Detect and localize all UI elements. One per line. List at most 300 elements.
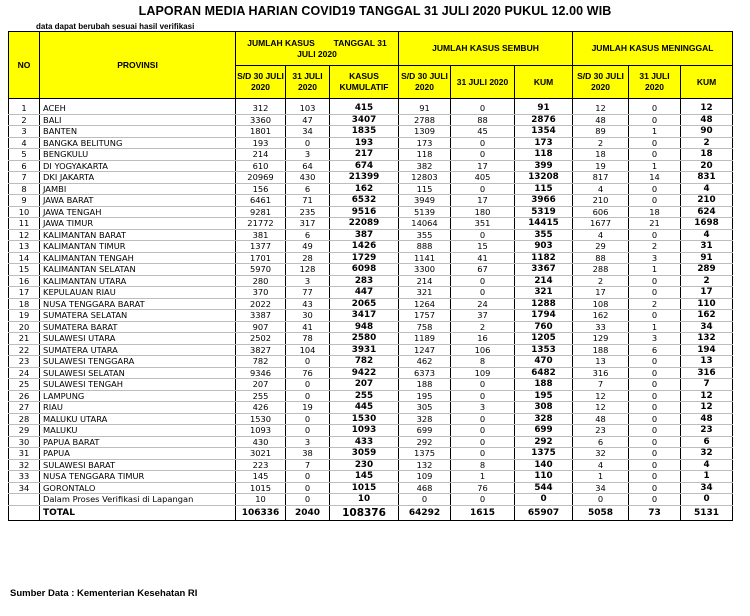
cell-s30: 462: [399, 356, 451, 368]
cell-s30: 3300: [399, 264, 451, 276]
table-row: [9, 494, 733, 506]
cell-mkum: 1: [681, 471, 733, 483]
cell-m30: 12: [573, 103, 629, 114]
cell-s30: 109: [399, 471, 451, 483]
cell-s31: 41: [451, 252, 515, 264]
cell-m31: 1: [629, 126, 681, 138]
cell-s30: 5139: [399, 206, 451, 218]
cell-m31: 0: [629, 367, 681, 379]
cell-prov: KALIMANTAN SELATAN: [40, 264, 236, 276]
cell-k31: 64: [286, 160, 330, 172]
cell-no: 27: [9, 402, 40, 414]
cell-m30: 5058: [573, 505, 629, 520]
table-row: [9, 160, 733, 172]
cell-kum: 21399: [330, 172, 399, 184]
cell-mkum: 2: [681, 137, 733, 149]
cell-skum: 91: [515, 103, 573, 114]
cell-prov: NUSA TENGGARA TIMUR: [40, 471, 236, 483]
cell-mkum: 4: [681, 229, 733, 241]
cell-prov: KALIMANTAN BARAT: [40, 229, 236, 241]
cell-no: 12: [9, 229, 40, 241]
cell-prov: LAMPUNG: [40, 390, 236, 402]
cell-skum: 0: [515, 494, 573, 506]
cell-k31: 47: [286, 114, 330, 126]
cell-k30: 2502: [236, 333, 286, 345]
cell-m31: 0: [629, 114, 681, 126]
cell-k30: 10: [236, 494, 286, 506]
cell-k31: 41: [286, 321, 330, 333]
header-kasus-31: 31 JULI 2020: [286, 66, 330, 99]
cell-kum: 3417: [330, 310, 399, 322]
cell-skum: 308: [515, 402, 573, 414]
cell-k30: 9346: [236, 367, 286, 379]
cell-m31: 14: [629, 172, 681, 184]
cell-m31: 0: [629, 471, 681, 483]
cell-prov: BENGKULU: [40, 149, 236, 161]
cell-prov: SULAWESI UTARA: [40, 333, 236, 345]
table-row: [9, 229, 733, 241]
cell-prov: KALIMANTAN TENGAH: [40, 252, 236, 264]
cell-m30: 6: [573, 436, 629, 448]
cell-no: 10: [9, 206, 40, 218]
cell-s30: 64292: [399, 505, 451, 520]
cell-m30: 89: [573, 126, 629, 138]
cell-no: 20: [9, 321, 40, 333]
cell-m30: 7: [573, 379, 629, 391]
cell-kum: 433: [330, 436, 399, 448]
cell-skum: 355: [515, 229, 573, 241]
header-sembuh-sd30: S/D 30 JULI 2020: [399, 66, 451, 99]
cell-k31: 317: [286, 218, 330, 230]
cell-s30: 1309: [399, 126, 451, 138]
cell-s30: 195: [399, 390, 451, 402]
cell-skum: 399: [515, 160, 573, 172]
table-row: [9, 275, 733, 287]
cell-s31: 1615: [451, 505, 515, 520]
cell-k31: 430: [286, 172, 330, 184]
cell-mkum: 1698: [681, 218, 733, 230]
cell-k31: 103: [286, 103, 330, 114]
cell-mkum: 90: [681, 126, 733, 138]
cell-kum: 1729: [330, 252, 399, 264]
cell-s31: 17: [451, 160, 515, 172]
cell-k31: 3: [286, 436, 330, 448]
table-row: [9, 413, 733, 425]
cell-m30: 13: [573, 356, 629, 368]
cell-s30: 1757: [399, 310, 451, 322]
table-row: [9, 298, 733, 310]
cell-mkum: 162: [681, 310, 733, 322]
cell-no: 31: [9, 448, 40, 460]
cell-mkum: 316: [681, 367, 733, 379]
cell-prov: SUMATERA BARAT: [40, 321, 236, 333]
cell-k31: 3: [286, 275, 330, 287]
cell-m30: 2: [573, 275, 629, 287]
cell-s31: 0: [451, 287, 515, 299]
cell-k30: 3360: [236, 114, 286, 126]
cell-m31: 0: [629, 229, 681, 241]
cell-no: [9, 505, 40, 520]
cell-skum: 3367: [515, 264, 573, 276]
cell-k31: 0: [286, 494, 330, 506]
cell-k31: 0: [286, 379, 330, 391]
cell-s31: 106: [451, 344, 515, 356]
cell-k31: 30: [286, 310, 330, 322]
cell-no: 33: [9, 471, 40, 483]
cell-mkum: 6: [681, 436, 733, 448]
cell-k31: 235: [286, 206, 330, 218]
cell-s30: 305: [399, 402, 451, 414]
table-row: [9, 310, 733, 322]
table-row: [9, 471, 733, 483]
cell-k30: 3021: [236, 448, 286, 460]
cell-k30: 214: [236, 149, 286, 161]
cell-prov: DKI JAKARTA: [40, 172, 236, 184]
cell-m31: 0: [629, 425, 681, 437]
cell-m31: 73: [629, 505, 681, 520]
cell-kum: 217: [330, 149, 399, 161]
cell-s31: 0: [451, 494, 515, 506]
cell-mkum: 48: [681, 114, 733, 126]
cell-m31: 0: [629, 275, 681, 287]
cell-m31: 6: [629, 344, 681, 356]
source-footer: Sumber Data : Kementerian Kesehatan RI: [10, 588, 198, 599]
cell-k31: 76: [286, 367, 330, 379]
cell-prov: JAMBI: [40, 183, 236, 195]
cell-k30: 21772: [236, 218, 286, 230]
table-row: [9, 195, 733, 207]
cell-mkum: 194: [681, 344, 733, 356]
cell-kum: 255: [330, 390, 399, 402]
cell-skum: 292: [515, 436, 573, 448]
cell-m30: 18: [573, 149, 629, 161]
cell-s31: 180: [451, 206, 515, 218]
header-meninggal-sd30: S/D 30 JULI 2020: [573, 66, 629, 99]
cell-k31: 34: [286, 126, 330, 138]
cell-no: 19: [9, 310, 40, 322]
cell-prov: BALI: [40, 114, 236, 126]
cell-kum: 782: [330, 356, 399, 368]
cell-s31: 0: [451, 137, 515, 149]
cell-k31: 49: [286, 241, 330, 253]
cell-k30: 3827: [236, 344, 286, 356]
cell-s31: 15: [451, 241, 515, 253]
cell-k30: 370: [236, 287, 286, 299]
cell-skum: 110: [515, 471, 573, 483]
cell-k30: 426: [236, 402, 286, 414]
cell-m30: 32: [573, 448, 629, 460]
cell-s31: 0: [451, 448, 515, 460]
cell-kum: 6532: [330, 195, 399, 207]
cell-mkum: 12: [681, 103, 733, 114]
cell-prov: JAWA TENGAH: [40, 206, 236, 218]
cell-s30: 214: [399, 275, 451, 287]
cell-k30: 207: [236, 379, 286, 391]
cell-prov: SULAWESI SELATAN: [40, 367, 236, 379]
cell-no: 9: [9, 195, 40, 207]
cell-kum: 447: [330, 287, 399, 299]
cell-kum: 948: [330, 321, 399, 333]
cell-s30: 758: [399, 321, 451, 333]
cell-skum: 188: [515, 379, 573, 391]
cell-no: 18: [9, 298, 40, 310]
cell-skum: 544: [515, 482, 573, 494]
cell-k30: 2022: [236, 298, 286, 310]
cell-no: 29: [9, 425, 40, 437]
table-row: [9, 356, 733, 368]
cell-s31: 0: [451, 390, 515, 402]
cell-kum: 1015: [330, 482, 399, 494]
cell-k31: 38: [286, 448, 330, 460]
cell-s31: 0: [451, 413, 515, 425]
cell-s30: 1247: [399, 344, 451, 356]
cell-skum: 115: [515, 183, 573, 195]
cell-m30: 4: [573, 459, 629, 471]
cell-skum: 1182: [515, 252, 573, 264]
table-row: [9, 264, 733, 276]
cell-s31: 405: [451, 172, 515, 184]
table-body: [9, 103, 733, 520]
cell-no: 16: [9, 275, 40, 287]
cell-m30: 12: [573, 402, 629, 414]
cell-no: 15: [9, 264, 40, 276]
table-row: [9, 241, 733, 253]
table-row: [9, 425, 733, 437]
cell-k30: 1015: [236, 482, 286, 494]
cell-no: 22: [9, 344, 40, 356]
cell-k30: 5970: [236, 264, 286, 276]
cell-m30: 1677: [573, 218, 629, 230]
cell-s30: 115: [399, 183, 451, 195]
cell-s30: 118: [399, 149, 451, 161]
cell-kum: 207: [330, 379, 399, 391]
cell-k30: 193: [236, 137, 286, 149]
cell-prov: PAPUA: [40, 448, 236, 460]
header-jumlah-sembuh: JUMLAH KASUS SEMBUH: [399, 32, 573, 66]
cell-k31: 43: [286, 298, 330, 310]
cell-s30: 14064: [399, 218, 451, 230]
cell-k30: 20969: [236, 172, 286, 184]
cell-kum: 145: [330, 471, 399, 483]
table-row: [9, 436, 733, 448]
cell-mkum: 289: [681, 264, 733, 276]
cell-s31: 8: [451, 356, 515, 368]
total-row: [9, 505, 733, 520]
cell-prov: SULAWESI BARAT: [40, 459, 236, 471]
cell-m30: 33: [573, 321, 629, 333]
cell-m31: 0: [629, 356, 681, 368]
cell-mkum: 31: [681, 241, 733, 253]
cell-mkum: 12: [681, 390, 733, 402]
cell-m31: 2: [629, 241, 681, 253]
cell-k30: 255: [236, 390, 286, 402]
cell-mkum: 32: [681, 448, 733, 460]
cell-skum: 1205: [515, 333, 573, 345]
cell-no: 3: [9, 126, 40, 138]
cell-m30: 88: [573, 252, 629, 264]
cell-prov: KALIMANTAN TIMUR: [40, 241, 236, 253]
cell-skum: 1353: [515, 344, 573, 356]
cell-k30: 610: [236, 160, 286, 172]
cell-no: 5: [9, 149, 40, 161]
cell-no: 17: [9, 287, 40, 299]
cell-prov: SULAWESI TENGGARA: [40, 356, 236, 368]
cell-no: 24: [9, 367, 40, 379]
cell-s31: 1: [451, 471, 515, 483]
cell-k31: 2040: [286, 505, 330, 520]
cell-m30: 1: [573, 471, 629, 483]
cell-kum: 1426: [330, 241, 399, 253]
cell-kum: 9422: [330, 367, 399, 379]
cell-k30: 1377: [236, 241, 286, 253]
cell-prov: BANGKA BELITUNG: [40, 137, 236, 149]
cell-kum: 415: [330, 103, 399, 114]
table-row: [9, 321, 733, 333]
cell-m31: 0: [629, 436, 681, 448]
cell-s31: 0: [451, 103, 515, 114]
cell-prov: JAWA TIMUR: [40, 218, 236, 230]
cell-s30: 3949: [399, 195, 451, 207]
cell-s30: 1189: [399, 333, 451, 345]
cell-k31: 128: [286, 264, 330, 276]
cell-no: [9, 494, 40, 506]
cell-s31: 0: [451, 149, 515, 161]
cell-kum: 193: [330, 137, 399, 149]
cell-k31: 0: [286, 390, 330, 402]
verification-note: data dapat berubah sesuai hasil verifikasi: [36, 22, 195, 31]
cell-m31: 0: [629, 103, 681, 114]
cell-skum: 1288: [515, 298, 573, 310]
cell-mkum: 48: [681, 413, 733, 425]
cell-mkum: 12: [681, 402, 733, 414]
cell-s31: 0: [451, 425, 515, 437]
cell-no: 34: [9, 482, 40, 494]
cell-skum: 2876: [515, 114, 573, 126]
cell-s30: 321: [399, 287, 451, 299]
cell-s31: 0: [451, 436, 515, 448]
cell-skum: 140: [515, 459, 573, 471]
cell-m31: 2: [629, 298, 681, 310]
cell-prov: DI YOGYAKARTA: [40, 160, 236, 172]
cell-prov: PAPUA BARAT: [40, 436, 236, 448]
cell-m30: 48: [573, 413, 629, 425]
table-row: [9, 448, 733, 460]
cell-no: 1: [9, 103, 40, 114]
cell-m30: 606: [573, 206, 629, 218]
header-kasus-sd30: S/D 30 JULI 2020: [236, 66, 286, 99]
cell-k30: 106336: [236, 505, 286, 520]
cell-skum: 328: [515, 413, 573, 425]
cell-no: 7: [9, 172, 40, 184]
cell-prov: Dalam Proses Verifikasi di Lapangan: [40, 494, 236, 506]
cell-k30: 6461: [236, 195, 286, 207]
cell-s30: 188: [399, 379, 451, 391]
cell-skum: 65907: [515, 505, 573, 520]
cell-m30: 29: [573, 241, 629, 253]
cell-k30: 782: [236, 356, 286, 368]
cell-mkum: 110: [681, 298, 733, 310]
cell-prov: SUMATERA SELATAN: [40, 310, 236, 322]
cell-s31: 8: [451, 459, 515, 471]
cell-skum: 13208: [515, 172, 573, 184]
cell-s31: 0: [451, 379, 515, 391]
cell-m31: 1: [629, 264, 681, 276]
header-sembuh-31: 31 JULI 2020: [451, 66, 515, 99]
cell-k30: 381: [236, 229, 286, 241]
cell-prov: TOTAL: [40, 505, 236, 520]
cell-skum: 699: [515, 425, 573, 437]
cell-m31: 21: [629, 218, 681, 230]
header-kasus-kumulatif: KASUS KUMULATIF: [330, 66, 399, 99]
cell-m31: 18: [629, 206, 681, 218]
cell-k30: 1801: [236, 126, 286, 138]
cell-skum: 321: [515, 287, 573, 299]
cell-kum: 387: [330, 229, 399, 241]
table-row: [9, 379, 733, 391]
cell-m31: 0: [629, 413, 681, 425]
cell-mkum: 20: [681, 160, 733, 172]
cell-no: 8: [9, 183, 40, 195]
cell-s30: 1141: [399, 252, 451, 264]
cell-k31: 28: [286, 252, 330, 264]
cell-m30: 17: [573, 287, 629, 299]
cell-m31: 0: [629, 448, 681, 460]
cell-skum: 173: [515, 137, 573, 149]
cell-m31: 0: [629, 379, 681, 391]
cell-m31: 3: [629, 333, 681, 345]
cell-m31: 0: [629, 183, 681, 195]
cell-m30: 162: [573, 310, 629, 322]
cell-prov: JAWA BARAT: [40, 195, 236, 207]
cell-kum: 9516: [330, 206, 399, 218]
cell-s31: 16: [451, 333, 515, 345]
cell-m31: 0: [629, 482, 681, 494]
cell-k30: 9281: [236, 206, 286, 218]
cell-kum: 6098: [330, 264, 399, 276]
cell-k31: 19: [286, 402, 330, 414]
cell-k31: 77: [286, 287, 330, 299]
cell-kum: 2580: [330, 333, 399, 345]
cell-s31: 109: [451, 367, 515, 379]
cell-m30: 129: [573, 333, 629, 345]
cell-s30: 173: [399, 137, 451, 149]
cell-m30: 316: [573, 367, 629, 379]
cell-s30: 328: [399, 413, 451, 425]
cell-mkum: 13: [681, 356, 733, 368]
cell-skum: 5319: [515, 206, 573, 218]
cell-m31: 0: [629, 149, 681, 161]
cell-skum: 1354: [515, 126, 573, 138]
cell-m30: 34: [573, 482, 629, 494]
cell-k31: 6: [286, 183, 330, 195]
cell-s30: 2788: [399, 114, 451, 126]
cell-skum: 1375: [515, 448, 573, 460]
cell-m30: 48: [573, 114, 629, 126]
cell-prov: SUMATERA UTARA: [40, 344, 236, 356]
table-row: [9, 149, 733, 161]
cell-prov: NUSA TENGGARA BARAT: [40, 298, 236, 310]
cell-no: 32: [9, 459, 40, 471]
cell-s31: 17: [451, 195, 515, 207]
table-row: [9, 287, 733, 299]
cell-skum: 3966: [515, 195, 573, 207]
cell-s30: 468: [399, 482, 451, 494]
table-row: [9, 137, 733, 149]
cell-mkum: 34: [681, 482, 733, 494]
cell-s30: 132: [399, 459, 451, 471]
cell-k31: 0: [286, 471, 330, 483]
cell-k31: 0: [286, 413, 330, 425]
